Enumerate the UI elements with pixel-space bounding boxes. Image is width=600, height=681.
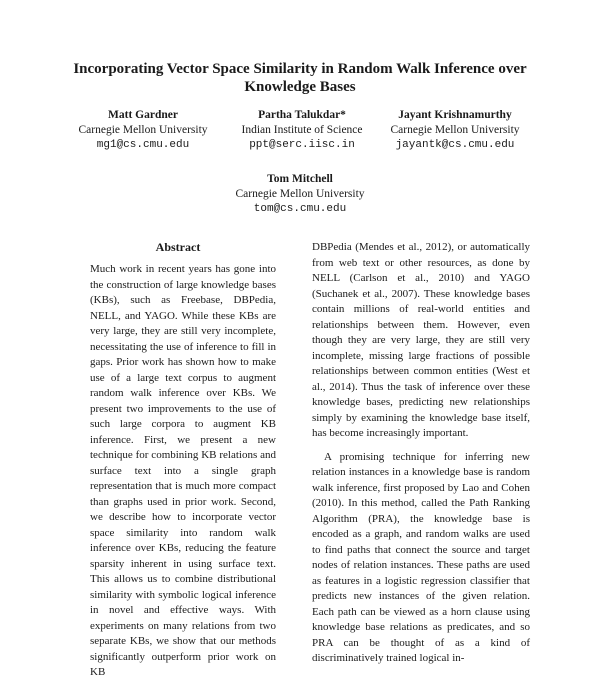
author-block — [78, 108, 208, 153]
author-affiliation: Indian Institute of Science — [241, 124, 363, 136]
author-email: jayantk@cs.cmu.edu — [395, 139, 515, 151]
body-paragraph: A promising technique for inferring new relation instances in a knowledge base is random walk inference, first proposed by Lao and Cohen (2010). In this method, called the Path Ranking Algorithm (PRA), the knowledge base is encoded as a graph, and random walks are used to find paths that connect the source and target nodes of relation instances. These paths are used as features in a logistic regression classifier that predicts new instances of the given relation. Each path can be viewed as a horn clause using knowledge base relations as predicates, and so PRA can be thought of as a kind of discriminatively trained logical in- — [312, 450, 530, 664]
author-email: tom@cs.cmu.edu — [253, 203, 347, 215]
author-name: Partha Talukdar* — [258, 109, 346, 121]
author-affiliation: Carnegie Mellon University — [235, 188, 365, 200]
paper-title: Incorporating Vector Space Similarity in Random Walk Inference over Knowledge Bases — [73, 61, 527, 95]
abstract-body — [90, 262, 276, 678]
author-affiliation: Carnegie Mellon University — [390, 124, 520, 136]
author-name: Jayant Krishnamurthy — [398, 109, 512, 121]
introduction-column — [312, 240, 530, 664]
body-paragraph: DBPedia (Mendes et al., 2012), or automatically from web text or other resources, as done by NELL (Carlson et al., 2010) and YAGO (Suchanek et al., 2007). These knowledge bases contain millions of real-world entities and relationships between them. However, even though they are very large, they are still very incomplete, missing large fractions of possible relationships between common entities (West et al., 2014). Thus the task of inference over these knowledge bases, predicting new relationships simply by examining the knowledge base itself, has become increasingly important. — [312, 241, 530, 439]
author-email: mg1@cs.cmu.edu — [96, 139, 190, 151]
author-email: ppt@serc.iisc.in — [249, 139, 355, 151]
author-block — [228, 172, 372, 217]
abstract-heading: Abstract — [155, 240, 201, 254]
abstract-paragraph: Much work in recent years has gone into the construction of large knowledge bases (KBs), such as Freebase, DBPedia, NELL, and YAGO. While these KBs are very large, they are still very incomplete, necessitating the use of inference to fill in gaps. Prior work has shown how to make use of a large text corpus to augment random walk inference over KBs. We present two improvements to the use of such large corpora to augment KB inference. First, we present a new technique for combining KB relations and surface text into a single graph representation that is much more compact than graphs used in prior work. Second, we describe how to incorporate vector space similarity into random walk inference over KBs, reducing the feature sparsity inherent in using surface text. This allows us to combine distributional similarity with symbolic logical inference in novel and effective ways. With experiments on many relations from two separate KBs, we show that our methods significantly outperform prior work on KB — [90, 263, 276, 678]
author-name: Matt Gardner — [108, 109, 178, 121]
author-affiliation: Carnegie Mellon University — [78, 124, 208, 136]
author-block — [380, 108, 530, 153]
author-block — [232, 108, 372, 153]
author-name: Tom Mitchell — [267, 173, 333, 185]
